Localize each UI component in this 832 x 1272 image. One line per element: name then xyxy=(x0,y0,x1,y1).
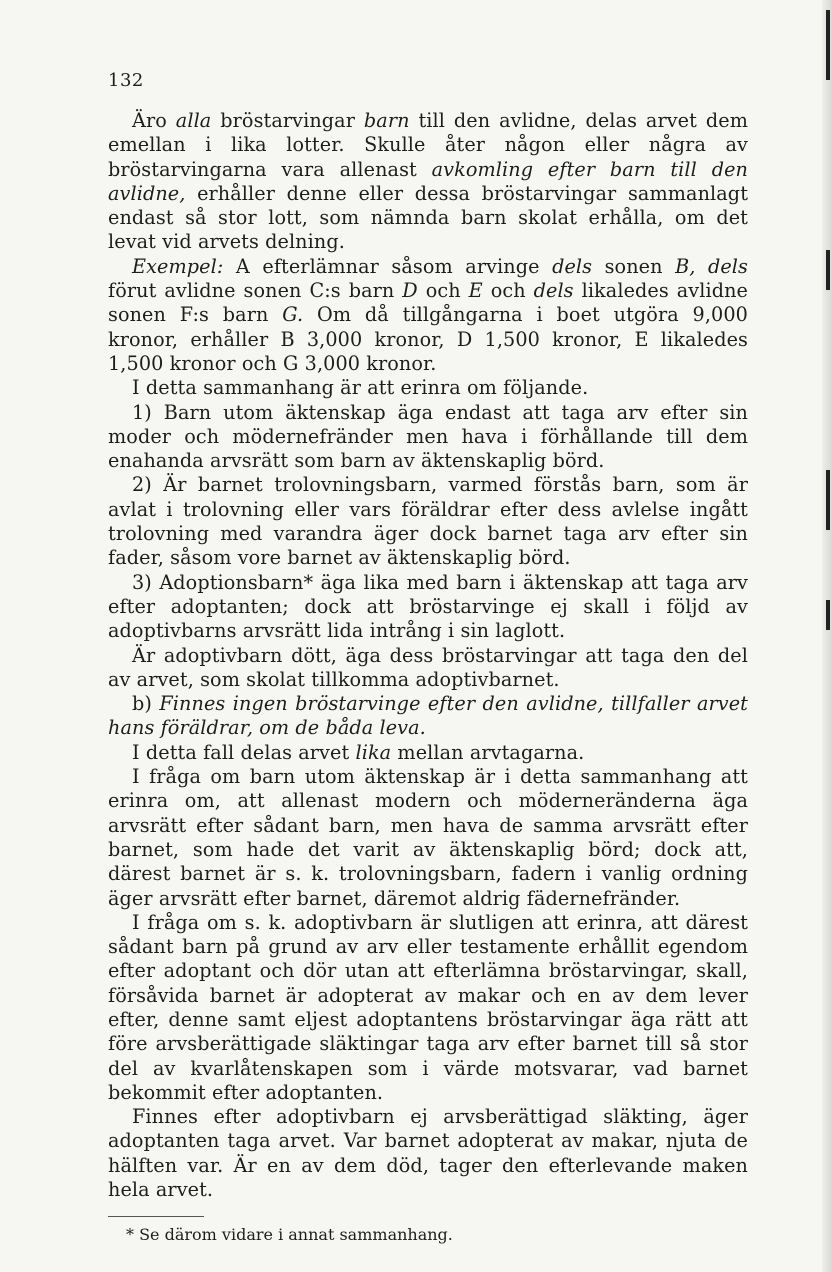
italic-text: barn xyxy=(363,109,410,132)
paragraph xyxy=(108,401,748,474)
text-run: bröstarvingar xyxy=(211,109,364,132)
text-run: A efterlämnar såsom arvinge xyxy=(223,254,553,278)
paragraph xyxy=(108,571,748,644)
footnote: * Se därom vidare i annat sammanhang. xyxy=(126,1225,453,1245)
italic-text: B, xyxy=(675,254,696,278)
paragraph xyxy=(108,765,748,911)
paragraph xyxy=(108,473,748,570)
edge-mark xyxy=(826,250,830,290)
paragraph xyxy=(108,692,748,741)
text-run: Finnes efter adoptivbarn ej arvsberättigad släkting, äger adoptanten taga arvet. Var barnet adopterat av makar, njuta de hälften var. Är en av dem död, tager den efterlevande maken hela arvet. xyxy=(108,1105,748,1202)
text-run: Är adoptivbarn dött, äga dess bröstarvingar att taga den del av arvet, som skolat tillkomma adoptivbarnet. xyxy=(108,643,748,691)
paragraph xyxy=(108,255,748,376)
italic-text: avkomling efter barn till den avlidne, xyxy=(108,157,748,205)
edge-mark xyxy=(826,10,830,80)
text-run: 2) Är barnet trolovningsbarn, varmed förstås barn, som är avlat i trolovning eller vars föräldrar efter dess avlelse ingått trolovning med varandra äger dock barnet taga arv efter sin fader, såsom vore barnet av äktenskaplig börd. xyxy=(108,473,748,570)
text-run xyxy=(695,255,708,278)
page-edge xyxy=(822,0,832,1272)
book-page xyxy=(108,70,748,1244)
edge-mark xyxy=(826,470,830,530)
text-run: I detta sammanhang är att erinra om följande. xyxy=(132,376,589,400)
italic-text: G. xyxy=(282,303,304,327)
paragraph xyxy=(108,741,748,765)
paragraph xyxy=(108,911,748,1105)
italic-text: Finnes ingen bröstarvinge efter den avlidne, tillfaller arvet hans föräldrar, om de båda leva. xyxy=(108,692,748,740)
text-run: Om då tillgångarna i boet utgöra 9,000 kronor, erhåller B 3,000 kronor, D 1,500 kronor, E likaledes 1,500 kronor och G 3,000 kronor. xyxy=(108,303,748,375)
italic-text: alla xyxy=(175,109,212,132)
text-run: Äro xyxy=(132,109,176,132)
italic-text: D xyxy=(402,279,418,303)
text-run: mellan arvtagarna. xyxy=(391,740,585,764)
page-number: 132 xyxy=(108,70,144,91)
italic-text: dels xyxy=(552,254,593,278)
text-run: I detta fall delas arvet xyxy=(132,740,356,764)
text-run: 1) Barn utom äktenskap äga endast att taga arv efter sin moder och mödernefränder men hava i förhållande till dem enahanda arvsrätt som barn av äktenskaplig börd. xyxy=(108,400,748,473)
italic-text: E xyxy=(468,279,483,303)
paragraph xyxy=(108,644,748,693)
text-run: I fråga om s. k. adoptivbarn är slutligen att erinra, att därest sådant barn på grund av arv eller testamente erhållit egendom efter adoptant och dör utan att efterlämna bröstarvingar, skall, försåvida barnet är adopterat av makar och en av dem lever efter, denne samt eljest adoptantens bröstarvingar äga rätt att före arvsberättigade släktingar taga arv efter barnet till så stor del av kvarlåtenskapen som i värde motsvarar, vad barnet bekommit efter adoptanten. xyxy=(108,910,748,1104)
text-run: sonen xyxy=(592,254,676,278)
text-run: erhåller denne eller dessa bröstarvingar sammanlagt endast så stor lott, som nämnda barn skolat erhålla, om det levat vid arvets delning. xyxy=(108,181,748,254)
text-run: b) xyxy=(132,692,160,716)
text-run: likaledes avlidne sonen F:s barn xyxy=(108,279,748,327)
text-run: och xyxy=(482,279,534,303)
text-run: 3) Adoptionsbarn* äga lika med barn i äktenskap att taga arv efter adoptanten; dock att bröstarvinge ej skall i följd av adoptivbarns arvsrätt lida intrång i sin laglott. xyxy=(108,570,748,643)
edge-mark xyxy=(826,600,830,630)
text-run: till den avlidne, delas arvet dem emellan i lika lotter. Skulle åter någon eller några av bröstarvingarna vara allenast xyxy=(108,109,748,181)
text-run: förut avlidne sonen C:s barn xyxy=(108,279,403,303)
paragraph xyxy=(108,1105,748,1202)
italic-text: lika xyxy=(355,740,392,764)
paragraph xyxy=(108,376,748,400)
italic-text: dels xyxy=(707,254,748,278)
paragraph xyxy=(108,109,748,255)
text-run: I fråga om barn utom äktenskap är i detta sammanhang att erinra om, att allenast modern och möderneränderna äga arvsrätt efter sådant barn, men hava de samma arvsrätt efter barnet, som hade det varit av äktenskaplig börd; dock att, därest barnet är s. k. trolovningsbarn, fadern i vanlig ordning äger arvsrätt efter barnet, däremot aldrig fädernefränder. xyxy=(108,765,748,910)
body-text xyxy=(108,109,748,1202)
italic-text: dels xyxy=(533,279,574,303)
text-run: och xyxy=(417,279,469,303)
italic-text: Exempel: xyxy=(132,254,224,278)
footnote-rule xyxy=(108,1216,204,1217)
